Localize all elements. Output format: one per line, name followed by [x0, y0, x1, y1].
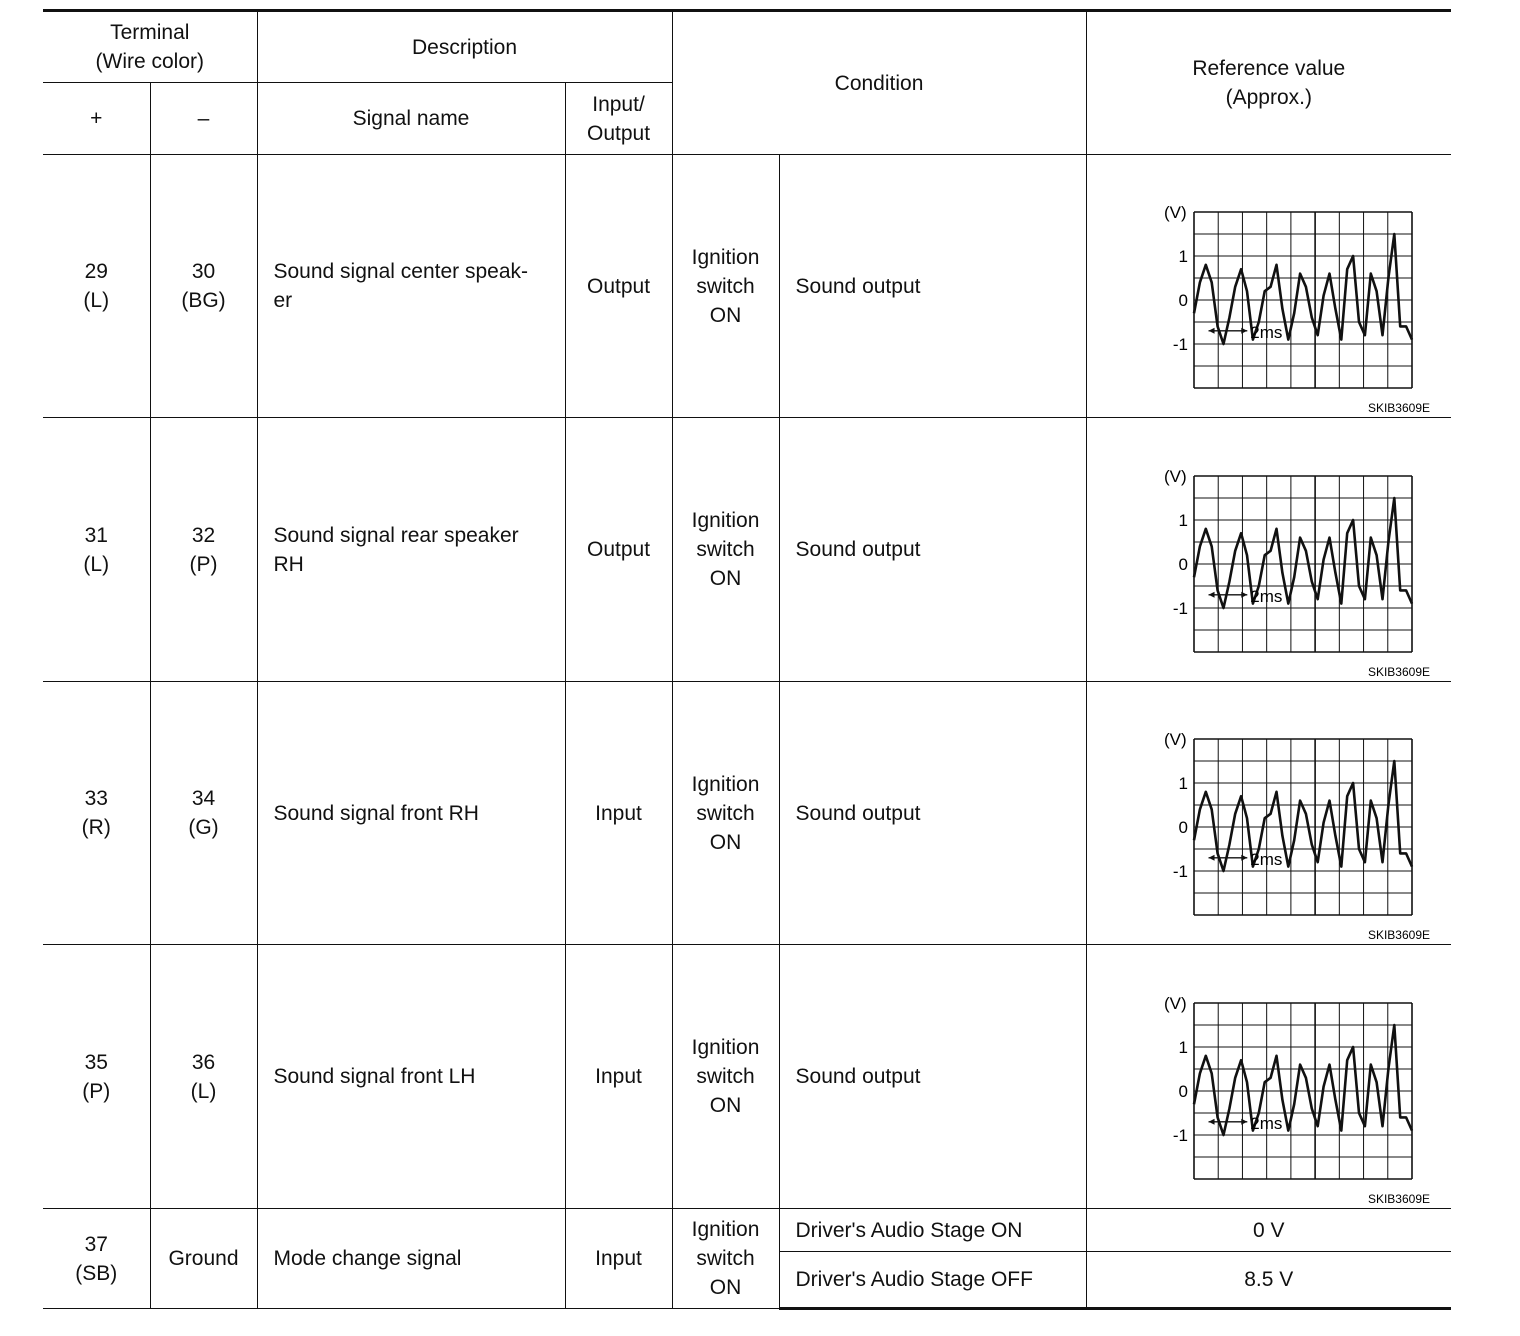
time-scale-label: 2ms: [1250, 1113, 1283, 1133]
table-row: [43, 1209, 1451, 1252]
y-axis-unit: (V): [1163, 466, 1187, 486]
y-tick-label: 1: [1178, 774, 1188, 793]
terminal-minus: 32 (P): [150, 418, 257, 682]
waveform-grid: [1194, 739, 1412, 915]
figure-code: SKIB3609E: [1367, 401, 1430, 415]
header-terminal: Terminal (Wire color): [43, 11, 257, 83]
y-tick-label: 1: [1178, 247, 1188, 266]
y-tick-label: 1: [1178, 510, 1188, 530]
condition-detail: Sound output: [779, 418, 1086, 682]
table-row: [43, 418, 1451, 682]
signal-name: Sound signal rear speaker RH: [257, 418, 565, 682]
y-axis-unit: (V): [1163, 993, 1187, 1013]
figure-code: SKIB3609E: [1367, 928, 1430, 942]
terminal-plus: 35 (P): [43, 945, 150, 1209]
condition-main: Ignition switch ON: [672, 1209, 779, 1309]
time-scale-label: 2ms: [1250, 849, 1283, 869]
header-plus: +: [43, 83, 150, 155]
terminal-minus: 36 (L): [150, 945, 257, 1209]
table-row: [43, 682, 1451, 945]
condition-detail: Sound output: [779, 682, 1086, 945]
condition-detail: Sound output: [779, 155, 1086, 418]
waveform-grid: [1194, 1003, 1412, 1179]
table-row: [43, 945, 1451, 1209]
time-scale-label: 2ms: [1250, 322, 1283, 342]
time-scale-label: 2ms: [1250, 586, 1283, 606]
figure-code: SKIB3609E: [1367, 664, 1430, 679]
y-tick-label: -1: [1172, 862, 1188, 881]
y-tick-label: 0: [1178, 554, 1188, 574]
signal-name: Sound signal front LH: [257, 945, 565, 1209]
condition-main: Ignition switch ON: [672, 418, 779, 682]
terminal-plus: 29 (L): [43, 155, 150, 418]
input-output: Output: [565, 418, 672, 682]
table-row: [43, 155, 1451, 418]
terminal-plus: 33 (R): [43, 682, 150, 945]
waveform-cell: [1086, 155, 1451, 418]
reference-value: 0 V: [1086, 1209, 1451, 1252]
input-output: Input: [565, 1209, 672, 1309]
waveform-line: [1194, 1025, 1412, 1135]
signal-name: Mode change signal: [257, 1209, 565, 1309]
y-tick-label: 1: [1178, 1037, 1188, 1057]
signal-name: Sound signal center speak- er: [257, 155, 565, 418]
input-output: Output: [565, 155, 672, 418]
header-reference-value: Reference value (Approx.): [1086, 11, 1451, 155]
input-output: Input: [565, 945, 672, 1209]
input-output: Input: [565, 682, 672, 945]
terminal-minus: 30 (BG): [150, 155, 257, 418]
waveform-line: [1194, 498, 1412, 608]
y-tick-label: 0: [1178, 818, 1188, 837]
header-description: Description: [257, 11, 672, 83]
y-tick-label: 0: [1178, 1081, 1188, 1101]
waveform-line: [1194, 234, 1412, 344]
y-tick-label: 0: [1178, 291, 1188, 310]
y-tick-label: -1: [1172, 598, 1188, 618]
waveform-chart: [1119, 707, 1430, 942]
header-condition: Condition: [672, 11, 1086, 155]
terminal-spec-table: [43, 9, 1451, 1310]
condition-detail: Driver's Audio Stage ON: [779, 1209, 1086, 1252]
waveform-chart: [1119, 444, 1430, 679]
signal-name: Sound signal front RH: [257, 682, 565, 945]
y-tick-label: -1: [1172, 1125, 1188, 1145]
waveform-grid: [1194, 212, 1412, 388]
waveform-chart: [1119, 971, 1430, 1206]
y-axis-unit: (V): [1163, 730, 1187, 749]
header-minus: –: [150, 83, 257, 155]
condition-detail: Sound output: [779, 945, 1086, 1209]
terminal-plus: 37 (SB): [43, 1209, 150, 1309]
terminal-minus: 34 (G): [150, 682, 257, 945]
waveform-line: [1194, 761, 1412, 871]
condition-main: Ignition switch ON: [672, 682, 779, 945]
terminal-plus: 31 (L): [43, 418, 150, 682]
reference-value: 8.5 V: [1086, 1252, 1451, 1309]
waveform-cell: [1086, 418, 1451, 682]
header-signal-name: Signal name: [257, 83, 565, 155]
waveform-chart: [1119, 180, 1430, 415]
condition-detail: Driver's Audio Stage OFF: [779, 1252, 1086, 1309]
waveform-grid: [1194, 476, 1412, 652]
condition-main: Ignition switch ON: [672, 945, 779, 1209]
waveform-cell: [1086, 945, 1451, 1209]
y-axis-unit: (V): [1163, 203, 1187, 222]
terminal-minus: Ground: [150, 1209, 257, 1309]
waveform-cell: [1086, 682, 1451, 945]
y-tick-label: -1: [1172, 335, 1188, 354]
header-input-output: Input/ Output: [565, 83, 672, 155]
condition-main: Ignition switch ON: [672, 155, 779, 418]
figure-code: SKIB3609E: [1367, 1191, 1430, 1206]
